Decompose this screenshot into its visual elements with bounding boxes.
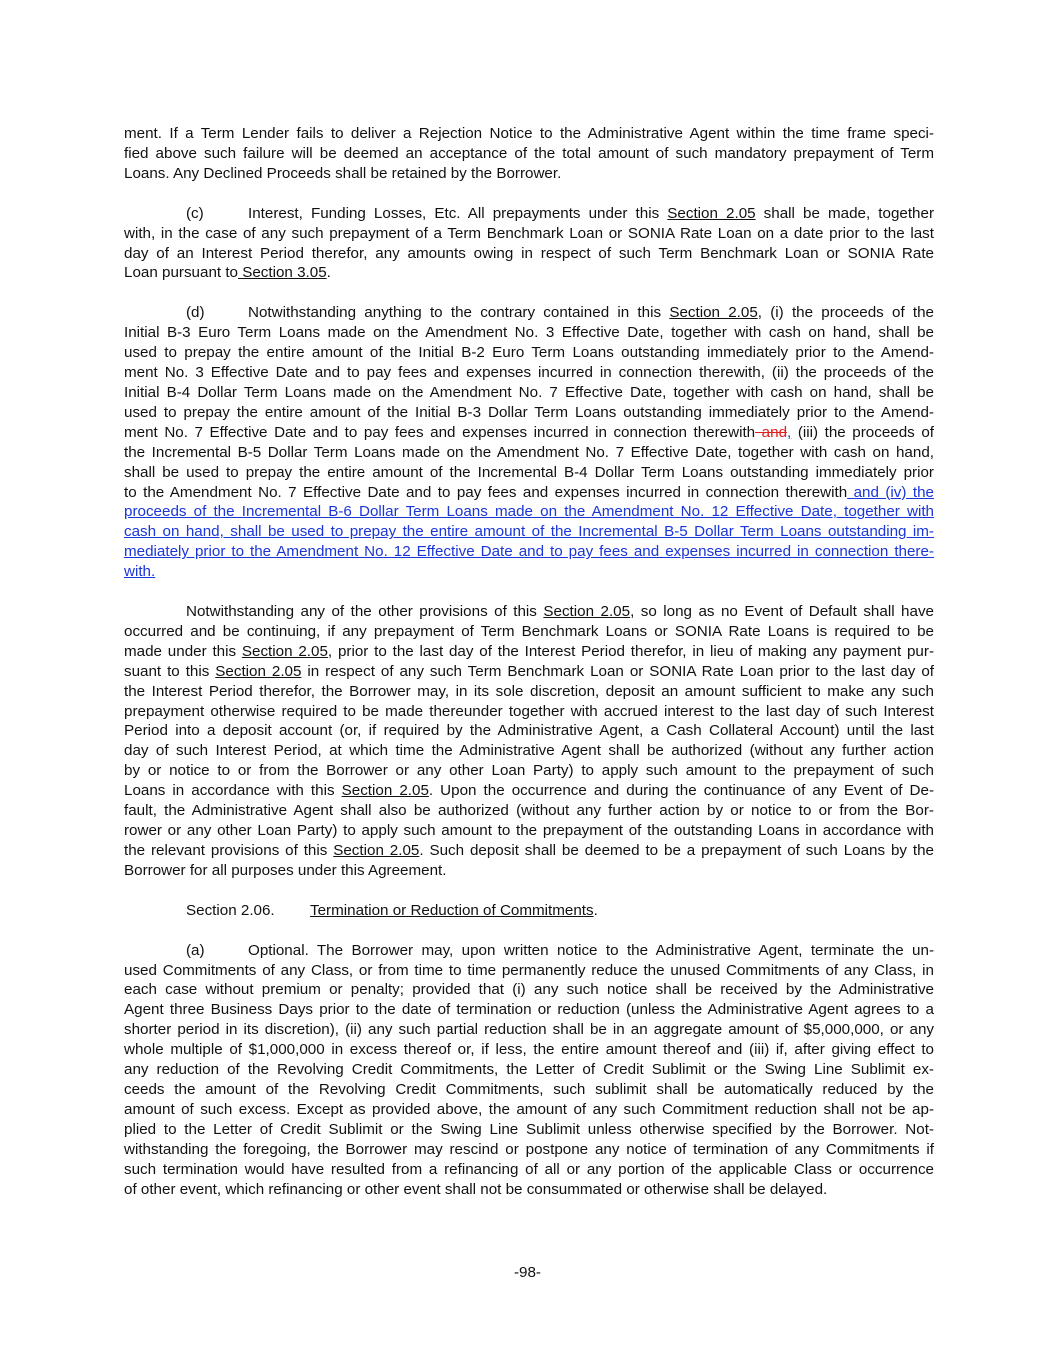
text-line: each case without premium or penalty; provided that (i) any such notice shall be received by the Administrative	[124, 981, 934, 999]
text-line: Initial B-3 Euro Term Loans made on the Amendment No. 3 Effective Date, together with cash on hand, shall be	[124, 324, 934, 342]
text-line: such termination would have resulted from a refinancing of all or any portion of the applicable Class or occurrence	[124, 1160, 934, 1178]
text-line: ment No. 7 Effective Date and to pay fees and expenses incurred in connection therewith and, (iii) the proceeds of	[124, 423, 934, 441]
section-reference: Section 3.05	[238, 264, 327, 282]
page-number: -98-	[513, 1264, 541, 1281]
text-line: rower or any other Loan Party) to apply such amount to the prepayment of the outstanding Loans in accordance with	[124, 822, 934, 839]
inserted-text-line: with.	[124, 563, 156, 581]
text-line: Agent three Business Days prior to the date of termination or reduction (unless the Administrative Agent agrees to a	[124, 1001, 934, 1019]
section-reference: Section 2.05	[215, 662, 302, 680]
text-line: fied above such failure will be deemed an acceptance of the total amount of such mandatory prepayment of Term	[124, 144, 934, 162]
text-line: used to prepay the entire amount of the Initial B-3 Dollar Term Loans outstanding immediately prior to the Amend-	[124, 403, 934, 421]
text-line: Notwithstanding any of the other provisions of this Section 2.05, so long as no Event of Default shall have	[186, 603, 934, 621]
deleted-text: and	[755, 423, 788, 441]
text-line: to the Amendment No. 7 Effective Date and to pay fees and expenses incurred in connection therewith and (iv) the	[124, 483, 934, 501]
text-line: day of an Interest Period therefor, any amounts owing in respect of such Term Benchmark Loan or SONIA Rate	[124, 244, 934, 262]
notwithstanding-paragraph	[124, 602, 934, 881]
clause-label: (c)	[186, 204, 204, 222]
text-line: Period into a deposit account (or, if required by the Administrative Agent, a Cash Collateral Account) until the last	[124, 722, 934, 740]
text-line: used Commitments of any Class, or from time to time permanently reduce the unused Commitments of any Class, in	[124, 961, 934, 979]
text-line: of other event, which refinancing or other event shall not be consummated or otherwise shall be delayed.	[124, 1180, 828, 1198]
text-line: shorter period in its discretion), (ii) any such partial reduction shall be in an aggregate amount of $5,000,000, or any	[124, 1021, 934, 1039]
text-line: (d) Notwithstanding anything to the contrary contained in this Section 2.05, (i) the proceeds of the	[186, 304, 935, 322]
section-number: Section 2.06.	[186, 901, 275, 919]
section-heading: Section 2.06. Termination or Reduction of Commitments.	[186, 901, 598, 919]
text-line: day of such Interest Period, at which time the Administrative Agent shall be authorized (without any further action	[124, 742, 934, 760]
section-title: Termination or Reduction of Commitments	[310, 901, 594, 919]
text-line: Borrower for all purposes under this Agreement.	[124, 861, 447, 879]
paragraph-carryover	[124, 124, 934, 184]
text-line: fault, the Administrative Agent shall also be authorized (without any further action by or notice to or from the Bor-	[124, 802, 934, 820]
section-reference: Section 2.05	[333, 841, 420, 859]
text-line: prepayment otherwise required to be made thereunder together with accrued interest to the last day of such Interest	[124, 702, 934, 720]
inserted-text-line: cash on hand, shall be used to prepay the entire amount of the Incremental B-5 Dollar Term Loans outstanding im-	[124, 523, 934, 541]
text-line: Initial B-4 Dollar Term Loans made on the Amendment No. 7 Effective Date, together with cash on hand, shall be	[124, 383, 934, 401]
text-line: ment. If a Term Lender fails to deliver a Rejection Notice to the Administrative Agent within the time frame speci-	[124, 125, 934, 142]
inserted-text-line: proceeds of the Incremental B-6 Dollar Term Loans made on the Amendment No. 12 Effective Date, together with	[124, 503, 934, 521]
clause-label: (d)	[186, 304, 205, 322]
text-line: Loans. Any Declined Proceeds shall be retained by the Borrower.	[124, 164, 562, 182]
section-reference: Section 2.05	[667, 204, 756, 222]
text-line: whole multiple of $1,000,000 in excess thereof or, if less, the entire amount thereof and (iii) if, after giving effect to	[124, 1041, 934, 1059]
text-line: by or notice to or from the Borrower or any other Loan Party) to apply such amount to the prepayment of such	[124, 762, 934, 780]
inserted-text: ,	[787, 423, 792, 441]
text-line: (c) Interest, Funding Losses, Etc. All prepayments under this Section 2.05 shall be made, together	[186, 204, 935, 222]
text-line: made under this Section 2.05, prior to the last day of the Interest Period therefor, in lieu of making any payment pur-	[124, 642, 934, 660]
text-line: occurred and be continuing, if any prepayment of Term Benchmark Loans or SONIA Rate Loans is required to be	[124, 622, 934, 640]
text-line: with, in the case of any such prepayment of a Term Benchmark Loan or SONIA Rate Loan on a date prior to the last	[124, 224, 934, 242]
text-line: the Interest Period therefor, the Borrower may, in its sole discretion, deposit an amount sufficient to make any such	[124, 682, 934, 700]
section-reference: Section 2.05	[341, 782, 429, 800]
text-line: Loan pursuant to Section 3.05.	[124, 264, 331, 282]
text-line: (a) Optional. The Borrower may, upon written notice to the Administrative Agent, terminate the un-	[186, 941, 934, 959]
document-page	[124, 124, 934, 1199]
text-line: the relevant provisions of this Section 2.05. Such deposit shall be deemed to be a prepayment of such Loans by the	[124, 841, 935, 859]
clause-a	[124, 941, 934, 1200]
inserted-text: and (iv) the	[847, 483, 934, 501]
text-line: amount of such excess. Except as provided above, the amount of any such Commitment reduction shall not be ap-	[124, 1100, 934, 1118]
section-reference: Section 2.05	[543, 603, 631, 621]
section-reference: Section 2.05	[669, 304, 758, 322]
text-line: used to prepay the entire amount of the Initial B-2 Euro Term Loans outstanding immediately prior to the Amend-	[124, 344, 934, 362]
text-line: withstanding the foregoing, the Borrower may rescind or postpone any notice of termination of any Commitments if	[124, 1140, 934, 1158]
text-line: plied to the Letter of Credit Sublimit or the Swing Line Sublimit unless otherwise specified by the Borrower. Not-	[124, 1120, 934, 1138]
clause-label: (a)	[186, 941, 205, 959]
text-line: ment No. 3 Effective Date and to pay fees and expenses incurred in connection therewith, (ii) the proceeds of the	[124, 364, 934, 382]
inserted-text-line: mediately prior to the Amendment No. 12 Effective Date and to pay fees and expenses incurred in connection there-	[124, 543, 934, 561]
clause-d	[124, 303, 934, 582]
section-reference: Section 2.05	[241, 642, 328, 660]
text-line: any reduction of the Revolving Credit Commitments, the Letter of Credit Sublimit or the Swing Line Sublimit ex-	[124, 1061, 934, 1079]
text-line: shall be used to prepay the entire amount of the Incremental B-4 Dollar Term Loans outstanding immediately prior	[124, 463, 934, 481]
text-line: ceeds the amount of the Revolving Credit Commitments, such sublimit shall be automatically reduced by the	[124, 1080, 934, 1098]
text-line: Loans in accordance with this Section 2.05. Upon the occurrence and during the continuance of any Event of De-	[124, 782, 935, 800]
text-line: the Incremental B-5 Dollar Term Loans made on the Amendment No. 7 Effective Date, together with cash on hand,	[124, 443, 934, 461]
clause-c	[124, 204, 934, 284]
text-line: suant to this Section 2.05 in respect of any such Term Benchmark Loan or SONIA Rate Loan prior to the last day of	[124, 662, 934, 680]
